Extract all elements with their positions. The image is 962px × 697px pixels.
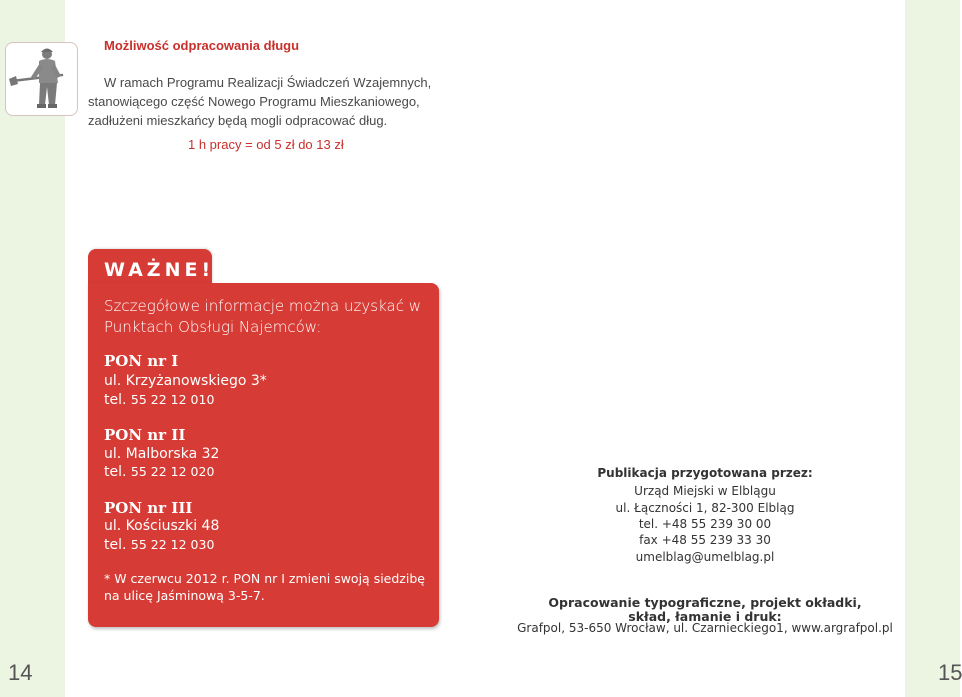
office-name: PON nr III (104, 499, 193, 517)
worker-with-shovel-icon (5, 42, 78, 116)
debt-section-title: Możliwość odpracowania długu (104, 38, 300, 53)
office-name: PON nr I (104, 352, 179, 370)
publisher-fax: fax +48 55 239 33 30 (639, 533, 771, 547)
publisher-org: Urząd Miejski w Elblągu (634, 484, 776, 498)
publisher-phone: tel. +48 55 239 30 00 (638, 517, 772, 531)
office-phone-number: 55 22 12 020 (130, 464, 215, 479)
office-street: ul. Krzyżanowskiego 3* (104, 373, 267, 389)
office-phone-number: 55 22 12 030 (130, 537, 215, 552)
office-street: ul. Malborska 32 (104, 446, 220, 462)
publisher-heading: Publikacja przygotowana przez: (597, 466, 813, 480)
notice-intro: Szczegółowe informacje można uzyskać w Punktach Obsługi Najemców: (104, 297, 421, 336)
publisher-address: ul. Łączności 1, 82-300 Elbląg (615, 501, 795, 515)
office-phone (104, 537, 214, 553)
office-phone (104, 392, 214, 408)
office-phone-label: tel. (104, 537, 127, 553)
page-number-right: 15 (938, 660, 962, 685)
credits-heading-2: skład, łamanie i druk: (628, 609, 782, 624)
work-rate: 1 h pracy = od 5 zł do 13 zł (188, 137, 344, 152)
debt-section-body: W ramach Programu Realizacji Świadczeń Wzajemnych, stanowiącego część Nowego Programu Mieszkaniowego, zadłużeni mieszkańcy będą mogli odpracować dług. (88, 75, 432, 128)
relocation-footnote: * W czerwcu 2012 r. PON nr I zmieni swoją siedzibę na ulicę Jaśminową 3-5-7. (104, 571, 425, 603)
office-phone-number: 55 22 12 010 (130, 392, 215, 407)
office-phone-label: tel. (104, 392, 127, 408)
credits-heading: Opracowanie typograficzne, projekt okładki, (548, 595, 862, 610)
office-street: ul. Kościuszki 48 (104, 518, 220, 534)
right-margin-strip (905, 0, 960, 697)
publisher-email: umelblag@umelblag.pl (635, 550, 775, 564)
office-phone (104, 464, 214, 480)
office-phone-label: tel. (104, 464, 127, 480)
notice-tab-label: WAŻNE! (104, 259, 215, 281)
office-name: PON nr II (104, 426, 186, 444)
page-number-left: 14 (8, 660, 33, 685)
credits-company: Grafpol, 53-650 Wrocław, ul. Czarnieckiego1, www.argrafpol.pl (517, 621, 893, 635)
